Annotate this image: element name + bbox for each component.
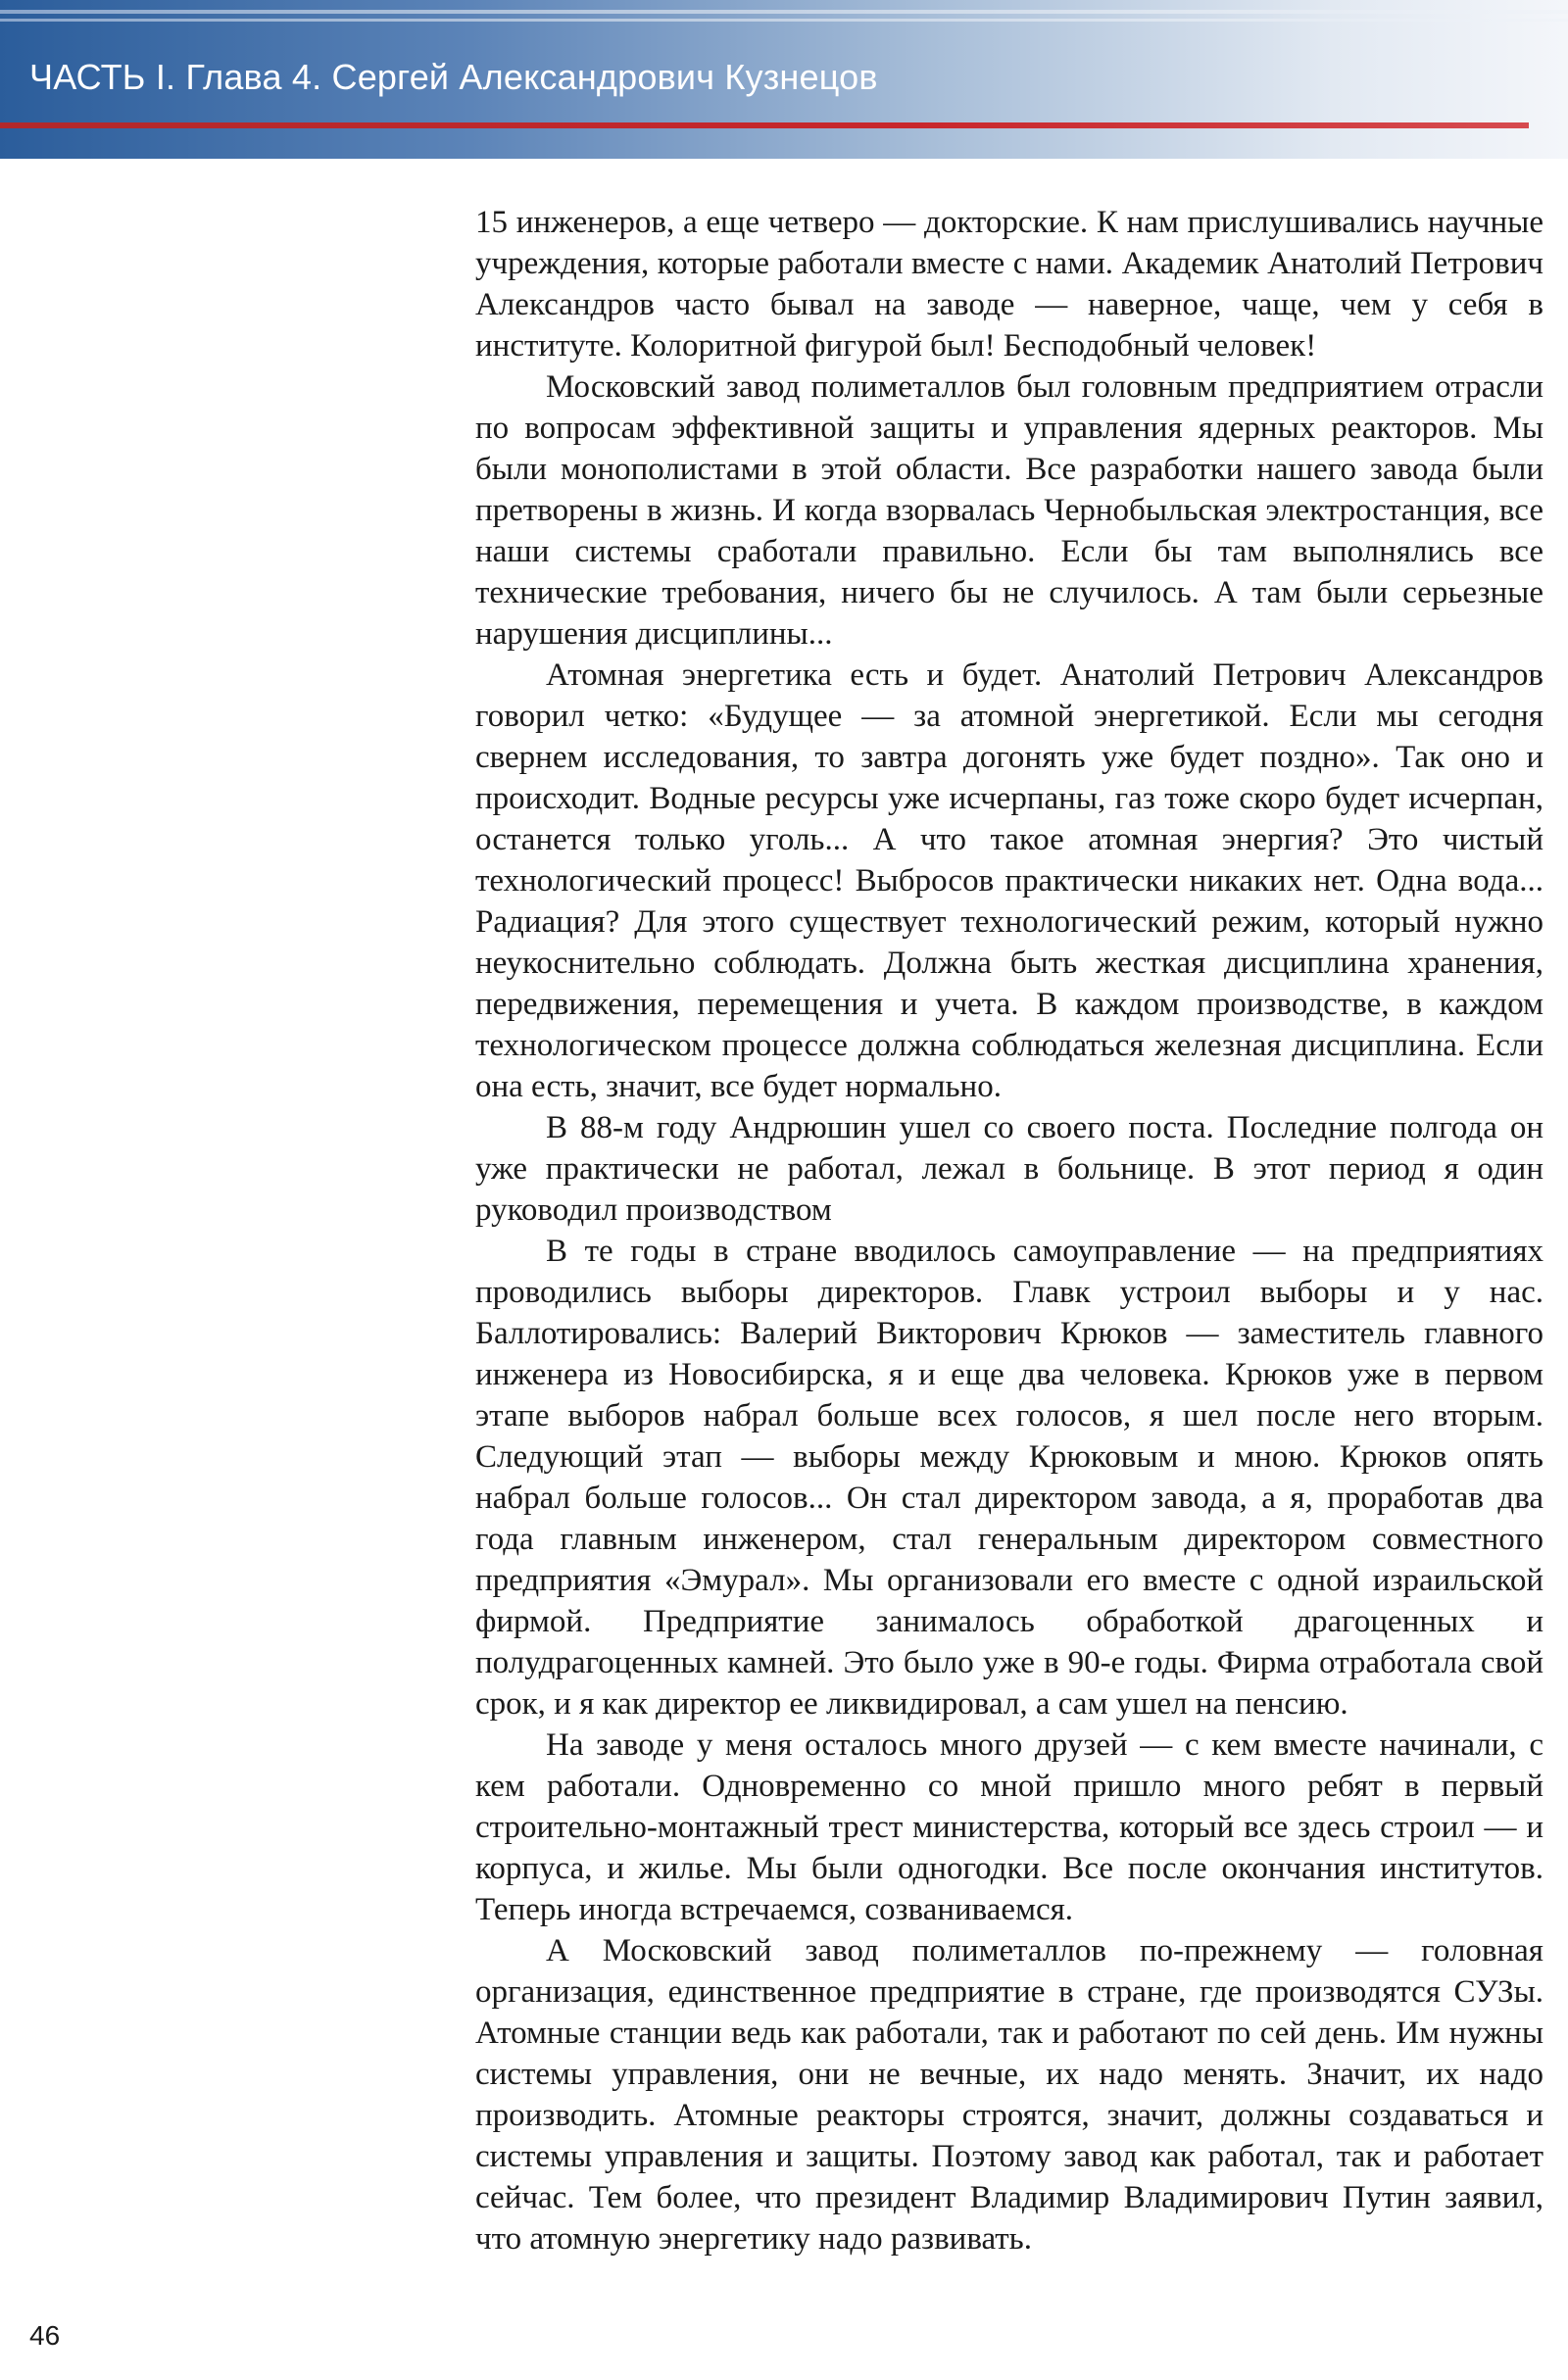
paragraph-6: На заводе у меня осталось много друзей — с кем вместе начинали, с кем работали. Одновременно со мной пришло много ребят в первый строительно-монтажный трест министерства, который все здесь строил — и корпуса, и жилье. Мы были одногодки. Все после окончания институтов. Теперь иногда встречаемся, созваниваемся. — [475, 1727, 1544, 1927]
paragraph-1: 15 инженеров, а еще четверо — докторские. К нам прислушивались научные учреждения, которые работали вместе с нами. Академик Анатолий Петрович Александров часто бывал на заводе — наверное, чаще, чем у себя в институте. Колоритной фигурой был! Бесподобный человек! — [475, 205, 1544, 364]
running-header-title: ЧАСТЬ I. Глава 4. Сергей Александрович Кузнецов — [29, 57, 878, 97]
header-stripe-second — [0, 19, 1568, 22]
header-red-rule — [0, 122, 1529, 128]
page-number: 46 — [29, 2320, 61, 2351]
header-stripe-top — [0, 10, 1568, 14]
paragraph-3: Атомная энергетика есть и будет. Анатолий Петрович Александров говорил четко: «Будущее — за атомной энергетикой. Если мы сегодня свернем исследования, то завтра догонять уже будет поздно». Так оно и происходит. Водные ресурсы уже исчерпаны, газ тоже скоро будет исчерпан, останется только уголь... А что такое атомная энергия? Это чистый технологический процесс! Выбросов практически никаких нет. Одна вода... Радиация? Для этого существует технологический режим, который нужно неукоснительно соблюдать. Должна быть жесткая дисциплина хранения, передвижения, перемещения и учета. В каждом производстве, в каждом технологическом процессе должна соблюдаться железная дисциплина. Если она есть, значит, все будет нормально. — [475, 657, 1544, 1104]
paragraph-4: В 88-м году Андрюшин ушел со своего поста. Последние полгода он уже практически не работал, лежал в больнице. В этот период я один руководил производством — [475, 1110, 1544, 1228]
paragraph-5: В те годы в стране вводилось самоуправление — на предприятиях проводились выборы директоров. Главк устроил выборы и у нас. Баллотировались: Валерий Викторович Крюков — заместитель главного инженера из Новосибирска, я и еще два человека. Крюков уже в первом этапе выборов набрал больше всех голосов, я шел после него вторым. Следующий этап — выборы между Крюковым и мною. Крюков опять набрал больше голосов... Он стал директором завода, а я, проработав два года главным инженером, стал генеральным директором совместного предприятия «Эмурал». Мы организовали его вместе с одной израильской фирмой. Предприятие занималось обработкой драгоценных и полудрагоценных камней. Это было уже в 90-е годы. Фирма отработала свой срок, и я как директор ее ликвидировал, а сам ушел на пенсию. — [475, 1234, 1544, 1722]
body-text — [475, 202, 1544, 2259]
paragraph-2: Московский завод полиметаллов был головным предприятием отрасли по вопросам эффективной защиты и управления ядерных реакторов. Мы были монополистами в этой области. Все разработки нашего завода были претворены в жизнь. И когда взорвалась Чернобыльская электростанция, все наши системы сработали правильно. Если бы там выполнялись все технические требования, ничего бы не случилось. А там были серьезные нарушения дисциплины... — [475, 369, 1544, 652]
page-header — [0, 0, 1568, 159]
paragraph-7: А Московский завод полиметаллов по-прежнему — головная организация, единственное предприятие в стране, где производятся СУЗы. Атомные станции ведь как работали, так и работают по сей день. Им нужны системы управления, они не вечные, их надо менять. Значит, их надо производить. Атомные реакторы строятся, значит, должны создаваться и системы управления и защиты. Поэтому завод как работал, так и работает сейчас. Тем более, что президент Владимир Владимирович Путин заявил, что атомную энергетику надо развивать. — [475, 1933, 1544, 2257]
